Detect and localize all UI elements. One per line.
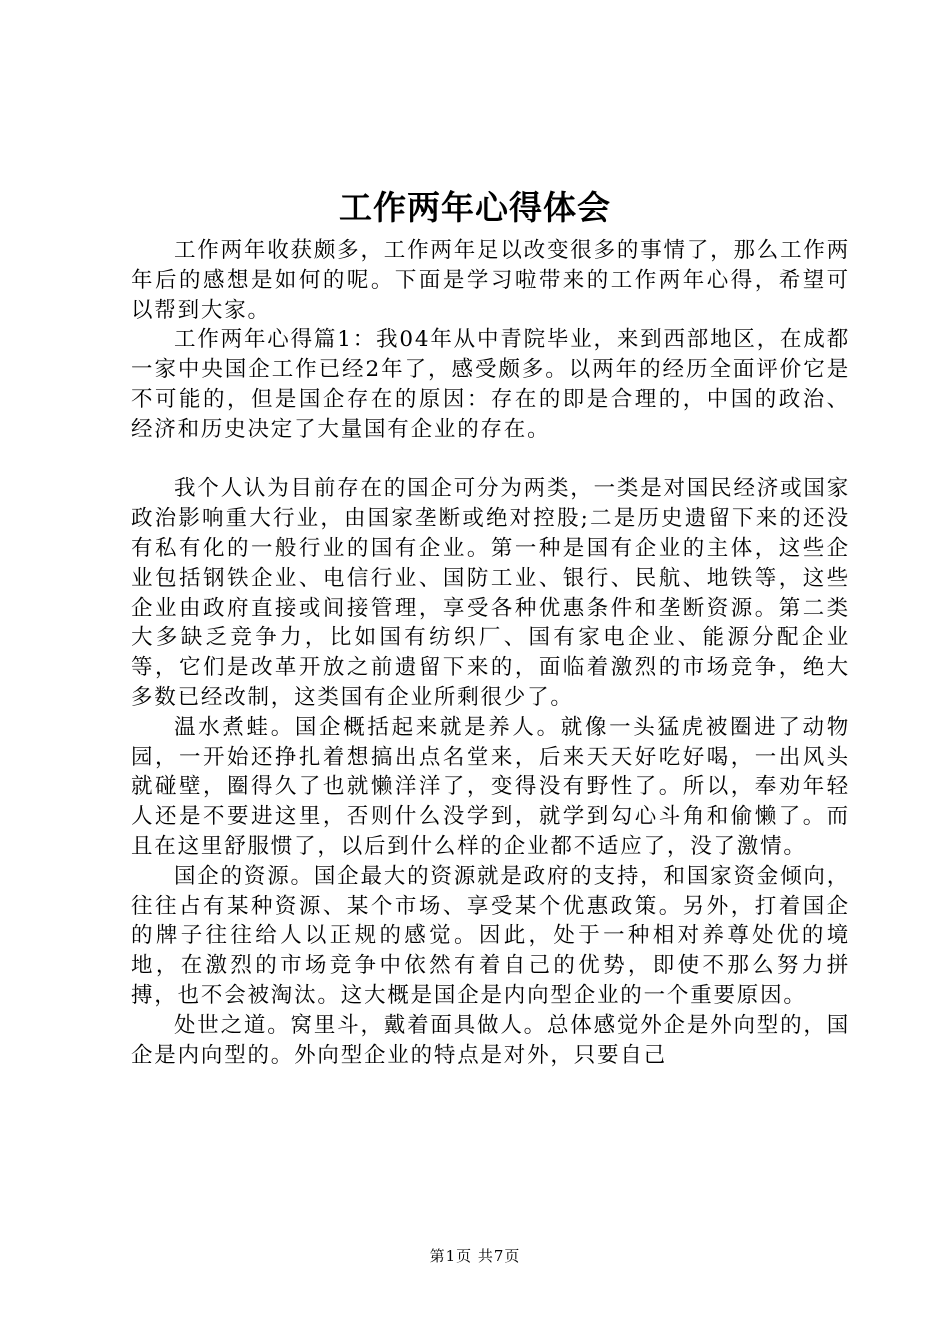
paragraph-soe-types: 我个人认为目前存在的国企可分为两类，一类是对国民经济或国家政治影响重大行业，由国家垄断或绝对控股;二是历史遗留下来的还没有私有化的一般行业的国有企业。第一种是国有企业的主体，这些企业包括钢铁企业、电信行业、国防工业、银行、民航、地铁等，这些企业由政府直接或间接管理，享受各种优惠条件和垄断资源。第二类大多缺乏竞争力，比如国有纺织厂、国有家电企业、能源分配企业等，它们是改革开放之前遗留下来的，面临着激烈的市场竞争，绝大多数已经改制，这类国有企业所剩很少了。: [131, 476, 850, 710]
page-footer: 第1页 共7页: [429, 1247, 521, 1265]
paragraph-part-1: 工作两年心得篇1：我04年从中青院毕业，来到西部地区，在成都一家中央国企工作已经2年了，感受颇多。以两年的经历全面评价它是不可能的，但是国企存在的原因：存在的即是合理的，中国的政治、经济和历史决定了大量国有企业的存在。: [131, 327, 850, 442]
document-title: 工作两年心得体会: [339, 188, 611, 227]
paragraph-resources: 国企的资源。国企最大的资源就是政府的支持，和国家资金倾向，往往占有某种资源、某个市场、享受某个优惠政策。另外，打着国企的牌子往往给人以正规的感觉。因此，处于一种相对养尊处优的境地，在激烈的市场竞争中依然有着自己的优势，即使不那么努力拼搏，也不会被淘汰。这大概是国企是内向型企业的一个重要原因。: [131, 863, 850, 1008]
paragraph-conduct: 处世之道。窝里斗，戴着面具做人。总体感觉外企是外向型的，国企是内向型的。外向型企业的特点是对外，只要自己: [131, 1012, 850, 1068]
paragraph-intro: 工作两年收获颇多，工作两年足以改变很多的事情了，那么工作两年后的感想是如何的呢。下面是学习啦带来的工作两年心得，希望可以帮到大家。: [131, 238, 850, 323]
paragraph-warm-water: 温水煮蛙。国企概括起来就是养人。就像一头猛虎被圈进了动物园，一开始还挣扎着想搞出点名堂来，后来天天好吃好喝，一出风头就碰壁，圈得久了也就懒洋洋了，变得没有野性了。所以，奉劝年轻人还是不要进这里，否则什么没学到，就学到勾心斗角和偷懒了。而且在这里舒服惯了，以后到什么样的企业都不适应了，没了激情。: [131, 714, 850, 859]
document-body: [131, 236, 850, 1070]
